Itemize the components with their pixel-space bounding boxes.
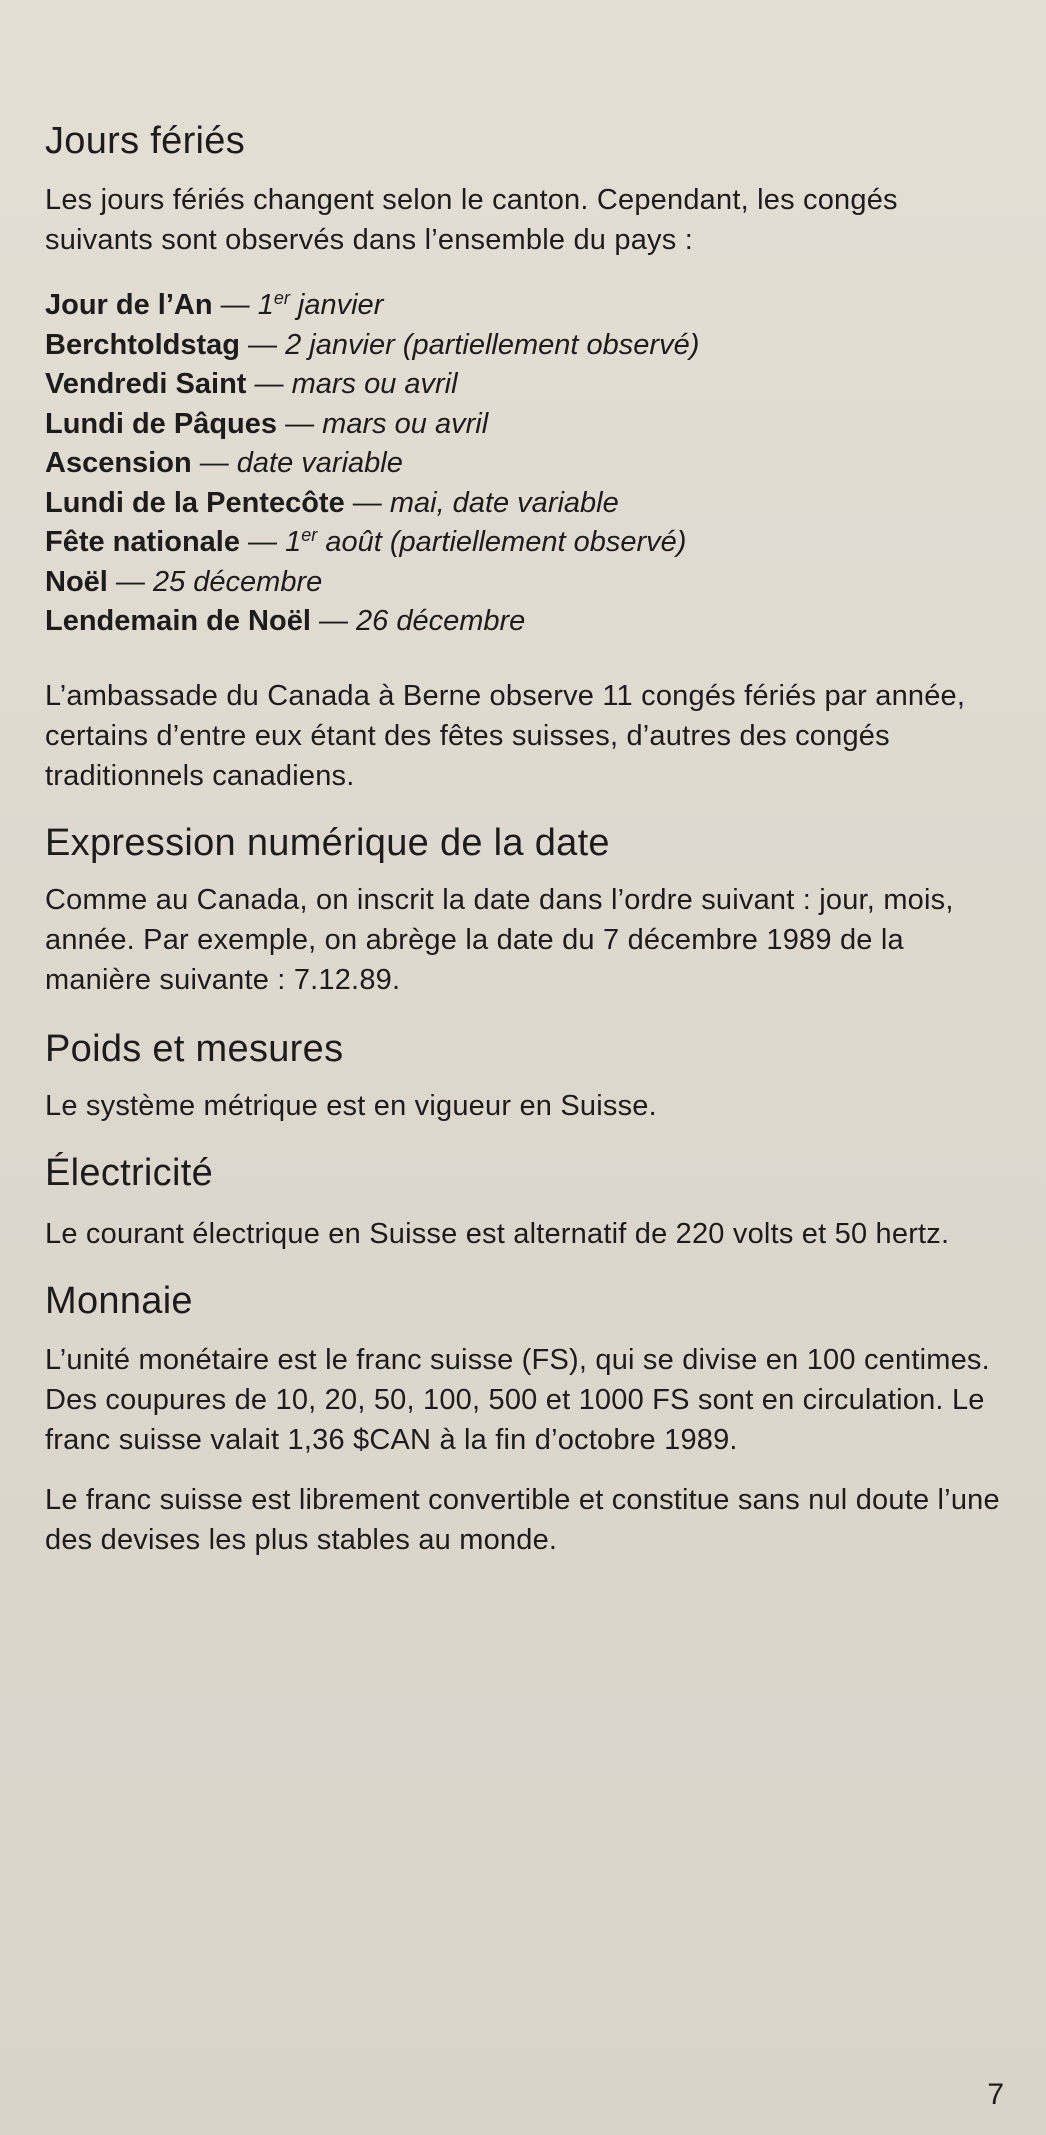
holiday-date-sup: er <box>301 525 318 545</box>
heading-poids-mesures: Poids et mesures <box>45 1027 344 1070</box>
holiday-separator: — <box>240 526 286 558</box>
holiday-date: mars ou avril <box>322 407 489 440</box>
holiday-separator: — <box>344 486 390 519</box>
section-jours-feries <box>45 118 1005 796</box>
holiday-date <box>285 526 686 558</box>
holiday-date: 2 janvier (partiellement observé) <box>285 328 700 361</box>
page-number: 7 <box>987 2078 1004 2111</box>
holiday-name: Ascension <box>45 447 192 479</box>
monnaie-text-1: L’unité monétaire est le franc suisse (FS), qui se divise en 100 centimes. Des coupures de 10, 20, 50, 100, 500 et 1000 FS sont en circulation. Le franc suisse valait 1,36 $CAN à la fin d’octobre 1989. <box>45 1343 990 1456</box>
heading-monnaie: Monnaie <box>45 1279 193 1322</box>
holiday-item <box>45 523 1005 563</box>
page-content <box>45 118 1005 1560</box>
holiday-name: Vendredi Saint <box>45 368 247 400</box>
holiday-item <box>45 286 1005 326</box>
holiday-separator: — <box>212 289 258 321</box>
holiday-date: 26 décembre <box>356 605 526 637</box>
holiday-date-sup: er <box>273 288 290 308</box>
holiday-name: Lundi de la Pentecôte <box>45 486 345 519</box>
electricite-text: Le courant électrique en Suisse est alternatif de 220 volts et 50 hertz. <box>45 1217 950 1250</box>
heading-electricite: Électricité <box>45 1151 214 1194</box>
heading-jours-feries: Jours fériés <box>45 120 246 162</box>
holiday-separator: — <box>191 447 237 479</box>
holiday-date-rest: août (partiellement observé) <box>317 526 687 558</box>
holiday-separator: — <box>239 328 286 361</box>
section-monnaie <box>45 1278 1005 1560</box>
holiday-item <box>45 405 1005 445</box>
holiday-item <box>45 484 1005 524</box>
holiday-separator: — <box>277 407 323 440</box>
jours-feries-intro: Les jours fériés changent selon le canton. Cependant, les congés suivants sont observés dans l’ensemble du pays : <box>45 184 898 256</box>
holiday-item <box>45 365 1005 405</box>
holiday-name: Lendemain de Noël <box>45 605 311 637</box>
holiday-date-rest: janvier <box>289 289 384 321</box>
holiday-name: Berchtoldstag <box>45 328 240 361</box>
embassy-paragraph: L’ambassade du Canada à Berne observe 11 congés fériés par année, certains d’entre eux étant des fêtes suisses, d’autres des congés traditionnels canadiens. <box>45 679 966 792</box>
section-poids-mesures <box>45 1026 1005 1126</box>
holiday-date: mars ou avril <box>291 368 458 400</box>
section-electricite <box>45 1150 1005 1254</box>
holiday-name: Jour de l’An <box>45 289 213 321</box>
monnaie-text-2: Le franc suisse est librement convertible et constitue sans nul doute l’une des devises les plus stables au monde. <box>45 1483 1000 1556</box>
holiday-date-main: 1 <box>285 526 302 558</box>
heading-expression-date: Expression numérique de la date <box>45 821 610 864</box>
holiday-date-main: 1 <box>257 289 274 321</box>
holiday-separator: — <box>310 605 357 637</box>
holiday-date: date variable <box>236 447 403 479</box>
holiday-date: mai, date variable <box>389 486 619 519</box>
holiday-item <box>45 563 1005 603</box>
holiday-item <box>45 444 1005 484</box>
poids-mesures-text: Le système métrique est en vigueur en Suisse. <box>45 1089 657 1122</box>
holiday-separator: — <box>107 565 153 598</box>
holiday-date: 25 décembre <box>152 565 323 598</box>
holiday-separator: — <box>246 368 292 400</box>
holiday-name: Noël <box>45 565 108 598</box>
expression-date-text: Comme au Canada, on inscrit la date dans l’ordre suivant : jour, mois, année. Par exemple, on abrège la date du 7 décembre 1989 de la manière suivante : 7.12.89. <box>45 883 954 996</box>
holiday-name: Fête nationale <box>45 526 240 558</box>
holiday-date <box>258 289 384 321</box>
holiday-list <box>45 286 1005 642</box>
holiday-name: Lundi de Pâques <box>45 407 278 440</box>
holiday-item <box>45 602 1005 642</box>
holiday-item <box>45 326 1005 366</box>
section-expression-date <box>45 820 1005 1000</box>
